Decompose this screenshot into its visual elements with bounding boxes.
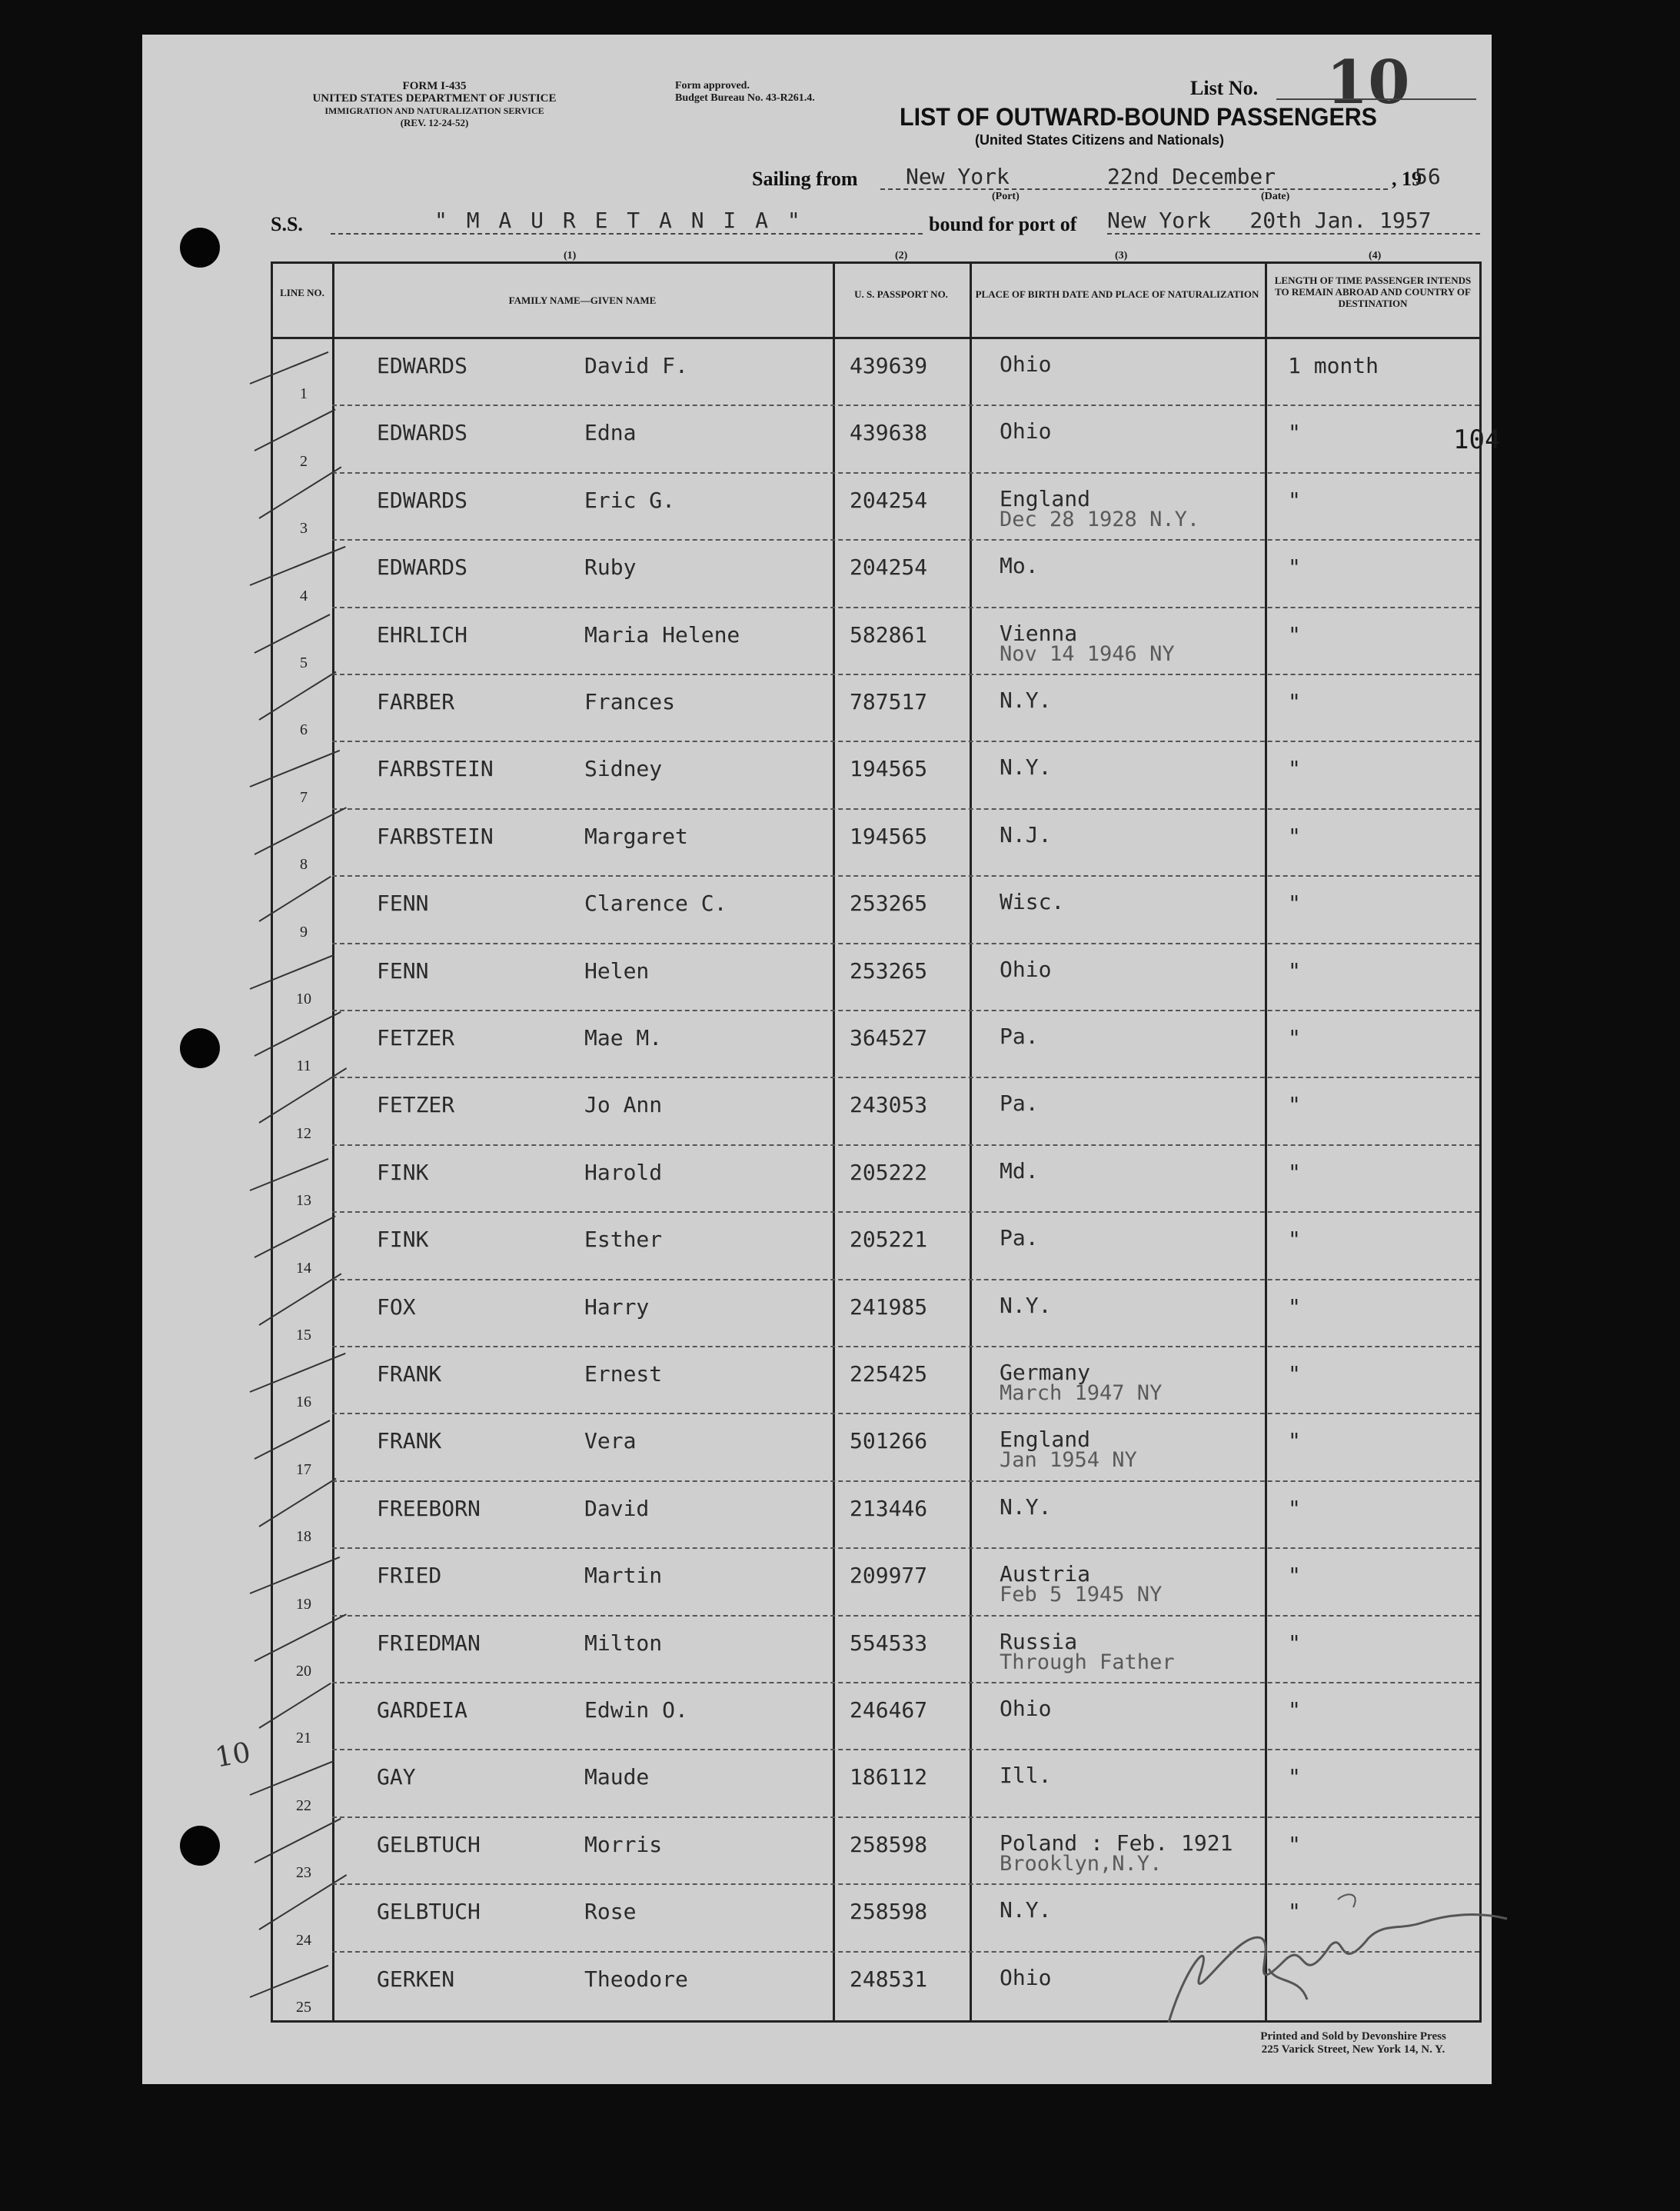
passport-number: 501266: [850, 1428, 928, 1454]
line-number: 13: [296, 1192, 311, 1210]
header-line-no: LINE NO.: [280, 287, 324, 298]
list-no-value: 10: [1326, 48, 1410, 118]
line-number: 22: [296, 1796, 311, 1814]
line-number: 10: [296, 990, 311, 1007]
length-of-stay: ": [1288, 1159, 1301, 1185]
place-of-birth: Ohio: [1000, 1696, 1052, 1721]
family-name: GELBTUCH: [377, 1831, 481, 1857]
table-row: [273, 944, 1479, 1011]
given-name: Jo Ann: [584, 1092, 663, 1118]
place-of-birth: N.Y.: [1000, 1897, 1052, 1923]
column-number-2: (2): [895, 250, 908, 261]
passport-number: 186112: [850, 1764, 928, 1790]
table-row: [273, 1549, 1479, 1616]
line-number: 21: [296, 1730, 311, 1747]
form-number: FORM I-435: [402, 80, 467, 92]
passport-number: 787517: [850, 689, 928, 714]
given-name: Edna: [584, 420, 637, 446]
bound-label: bound for port of: [929, 213, 1077, 235]
passport-number: 258598: [850, 1831, 928, 1857]
passport-number: 205221: [850, 1227, 928, 1253]
passport-number: 194565: [850, 756, 928, 782]
line-number: 4: [300, 587, 308, 604]
family-name: GELBTUCH: [377, 1899, 481, 1925]
place-of-birth: N.Y.: [1000, 688, 1052, 713]
naturalization-info: Feb 5 1945 NY: [1000, 1583, 1163, 1607]
family-name: GARDEIA: [377, 1697, 468, 1723]
signature-scribble: [1153, 1776, 1515, 2030]
naturalization-info: Jan 1954 NY: [1000, 1448, 1137, 1473]
naturalization-info: March 1947 NY: [1000, 1381, 1163, 1405]
given-name: Milton: [584, 1630, 663, 1656]
place-of-birth: Ill.: [1000, 1763, 1052, 1789]
form-approved-text: Form approved.: [675, 80, 750, 92]
length-of-stay: ": [1288, 1495, 1301, 1521]
place-of-birth: N.J.: [1000, 821, 1052, 847]
page-number-stamp: 104: [1453, 425, 1501, 455]
table-row: [273, 1414, 1479, 1481]
table-row: [273, 474, 1479, 541]
passport-number: 204254: [850, 487, 928, 513]
family-name: FARBSTEIN: [377, 756, 494, 782]
list-no-underline: [1276, 98, 1476, 100]
length-of-stay: ": [1288, 1025, 1301, 1051]
length-of-stay: ": [1288, 554, 1301, 581]
place-of-birth: Ohio: [1000, 351, 1052, 377]
passport-number: 253265: [850, 957, 928, 984]
sailing-year: 56: [1415, 164, 1441, 189]
family-name: FRANK: [377, 1361, 442, 1387]
given-name: Harold: [584, 1159, 663, 1185]
table-row: [273, 608, 1479, 675]
family-name: EDWARDS: [377, 554, 468, 581]
passport-number: 204254: [850, 554, 928, 581]
given-name: Frances: [584, 689, 676, 714]
length-of-stay: ": [1288, 1630, 1301, 1656]
table-row: [273, 742, 1479, 809]
table-row: [273, 1482, 1479, 1549]
line-number: 1: [300, 385, 308, 403]
given-name: David F.: [584, 353, 688, 378]
naturalization-info: Nov 14 1946 NY: [1000, 641, 1175, 666]
punch-hole: [180, 228, 220, 268]
length-of-stay: ": [1288, 1092, 1301, 1118]
family-name: EDWARDS: [377, 353, 468, 378]
form-header-agency: [254, 80, 615, 129]
ss-label: S.S.: [271, 213, 303, 235]
passport-number: 243053: [850, 1092, 928, 1118]
naturalization-info: Brooklyn,N.Y.: [1000, 1851, 1163, 1876]
punch-hole: [180, 1028, 220, 1068]
family-name: FINK: [377, 1159, 429, 1185]
length-of-stay: ": [1288, 891, 1301, 917]
sailing-port: New York: [906, 164, 1010, 189]
table-row: [273, 1347, 1479, 1414]
table-row: [273, 1213, 1479, 1280]
table-row: [273, 1146, 1479, 1213]
column-number-3: (3): [1115, 250, 1128, 261]
family-name: FRANK: [377, 1428, 442, 1454]
given-name: Martin: [584, 1563, 663, 1589]
given-name: Morris: [584, 1831, 663, 1857]
list-no-label: List No.: [1190, 77, 1259, 99]
family-name: FRIEDMAN: [377, 1630, 481, 1656]
given-name: David: [584, 1495, 650, 1521]
header-family-given-name: FAMILY NAME—GIVEN NAME: [508, 295, 657, 306]
budget-bureau-no: Budget Bureau No. 43-R261.4.: [675, 92, 815, 104]
printer-imprint: [1199, 2030, 1507, 2056]
given-name: Ruby: [584, 554, 637, 581]
table-row: [273, 1078, 1479, 1145]
line-number: 7: [300, 788, 308, 806]
place-of-birth: Austria: [1000, 1561, 1091, 1587]
family-name: GAY: [377, 1764, 416, 1790]
length-of-stay: ": [1288, 756, 1301, 782]
passport-number: 364527: [850, 1025, 928, 1051]
table-row: [273, 1617, 1479, 1683]
document-title: LIST OF OUTWARD-BOUND PASSENGERS: [900, 103, 1377, 131]
place-of-birth: Vienna: [1000, 620, 1078, 646]
family-name: EDWARDS: [377, 420, 468, 446]
passport-number: 241985: [850, 1294, 928, 1320]
passport-number: 246467: [850, 1697, 928, 1723]
given-name: Eric G.: [584, 487, 676, 513]
naturalization-info: Through Father: [1000, 1650, 1175, 1674]
family-name: FREEBORN: [377, 1495, 481, 1521]
place-of-birth: England: [1000, 485, 1091, 511]
passport-number: 205222: [850, 1159, 928, 1185]
length-of-stay: ": [1288, 957, 1301, 984]
passport-number: 248531: [850, 1966, 928, 1992]
place-of-birth: Germany: [1000, 1360, 1091, 1385]
given-name: Maude: [584, 1764, 650, 1790]
line-number: 16: [296, 1394, 311, 1411]
line-number: 20: [296, 1662, 311, 1680]
length-of-stay: ": [1288, 1764, 1301, 1790]
year-prefix: , 19: [1392, 168, 1422, 190]
passport-number: 582861: [850, 621, 928, 648]
place-of-birth: England: [1000, 1427, 1091, 1453]
line-number: 3: [300, 520, 308, 538]
sailing-underline: [880, 188, 1388, 190]
passport-number: 209977: [850, 1563, 928, 1589]
table-row: [273, 877, 1479, 944]
passport-number: 194565: [850, 823, 928, 849]
family-name: FETZER: [377, 1092, 455, 1118]
place-of-birth: Mo.: [1000, 553, 1039, 579]
length-of-stay: ": [1288, 1361, 1301, 1387]
header-length-of-stay: LENGTH OF TIME PASSENGER INTENDS TO REMAIN ABROAD AND COUNTRY OF DESTINATION: [1274, 275, 1472, 309]
given-name: Harry: [584, 1294, 650, 1320]
department-name: UNITED STATES DEPARTMENT OF JUSTICE: [312, 92, 557, 105]
line-number: 17: [296, 1460, 311, 1478]
form-approval: [675, 80, 815, 105]
table-row: [273, 406, 1479, 473]
place-of-birth: Pa.: [1000, 1024, 1039, 1049]
place-of-birth: N.Y.: [1000, 754, 1052, 781]
given-name: Rose: [584, 1899, 637, 1925]
printer-address: 225 Varick Street, New York 14, N. Y.: [1261, 2043, 1445, 2056]
given-name: Margaret: [584, 823, 688, 849]
column-number-1: (1): [564, 250, 577, 261]
line-number: 19: [296, 1595, 311, 1613]
header-birth-naturalization: PLACE OF BIRTH DATE AND PLACE OF NATURALIZATION: [975, 288, 1259, 300]
line-number: 24: [296, 1931, 311, 1949]
table-row: [273, 810, 1479, 877]
length-of-stay: ": [1288, 823, 1301, 849]
given-name: Theodore: [584, 1966, 688, 1992]
passport-number: 213446: [850, 1495, 928, 1521]
line-number: 14: [296, 1259, 311, 1277]
table-row: [273, 1280, 1479, 1347]
passport-number: 253265: [850, 891, 928, 917]
family-name: FRIED: [377, 1563, 442, 1589]
passport-number: 258598: [850, 1899, 928, 1925]
date-caption: (Date): [1261, 191, 1290, 202]
family-name: FETZER: [377, 1025, 455, 1051]
family-name: FARBER: [377, 689, 455, 714]
passport-number: 439639: [850, 353, 928, 378]
place-of-birth: Ohio: [1000, 956, 1052, 982]
line-number: 11: [296, 1057, 311, 1075]
place-of-birth: Pa.: [1000, 1091, 1039, 1117]
table-row: [273, 675, 1479, 742]
line-number: 15: [296, 1326, 311, 1344]
revision-date: (REV. 12-24-52): [400, 117, 469, 128]
given-name: Sidney: [584, 756, 663, 782]
line-number: 6: [300, 721, 308, 739]
sailing-from-label: Sailing from: [752, 168, 858, 190]
length-of-stay: ": [1288, 689, 1301, 714]
given-name: Esther: [584, 1227, 663, 1253]
table-row: [273, 541, 1479, 608]
given-name: Vera: [584, 1428, 637, 1454]
ship-underline: [331, 233, 923, 235]
table-row: [273, 339, 1479, 406]
given-name: Mae M.: [584, 1025, 663, 1051]
line-number: 23: [296, 1864, 311, 1882]
punch-hole: [180, 1826, 220, 1866]
family-name: FARBSTEIN: [377, 823, 494, 849]
place-of-birth: Ohio: [1000, 418, 1052, 445]
given-name: Clarence C.: [584, 891, 727, 917]
length-of-stay: ": [1288, 1831, 1301, 1857]
header-passport-no: U. S. PASSPORT NO.: [854, 288, 948, 300]
margin-note: 10: [212, 1737, 254, 1774]
length-of-stay: 1 month: [1288, 353, 1379, 378]
bound-underline: [1107, 233, 1480, 235]
line-number: 5: [300, 654, 308, 671]
length-of-stay: ": [1288, 1428, 1301, 1454]
port-caption: (Port): [992, 191, 1020, 202]
table-body: [273, 339, 1479, 2020]
length-of-stay: ": [1288, 1294, 1301, 1320]
passport-number: 554533: [850, 1630, 928, 1656]
table-row: [273, 1011, 1479, 1078]
given-name: Maria Helene: [584, 621, 740, 648]
service-name: IMMIGRATION AND NATURALIZATION SERVICE: [324, 105, 544, 116]
length-of-stay: ": [1288, 1227, 1301, 1253]
length-of-stay: ": [1288, 1563, 1301, 1589]
place-of-birth: Ohio: [1000, 1964, 1052, 1990]
place-of-birth: Poland : Feb. 1921: [1000, 1830, 1233, 1856]
given-name: Helen: [584, 957, 650, 984]
length-of-stay: ": [1288, 487, 1301, 513]
place-of-birth: Wisc.: [1000, 889, 1065, 915]
column-number-4: (4): [1369, 250, 1382, 261]
family-name: FINK: [377, 1227, 429, 1253]
length-of-stay: ": [1288, 1899, 1301, 1925]
family-name: GERKEN: [377, 1966, 455, 1992]
place-of-birth: Russia: [1000, 1628, 1078, 1654]
family-name: EDWARDS: [377, 487, 468, 513]
passport-number: 439638: [850, 420, 928, 446]
table-row: [273, 1683, 1479, 1750]
given-name: Ernest: [584, 1361, 663, 1387]
length-of-stay: ": [1288, 420, 1301, 446]
printer-name: Printed and Sold by Devonshire Press: [1260, 2030, 1446, 2043]
naturalization-info: Dec 28 1928 N.Y.: [1000, 507, 1200, 531]
length-of-stay: ": [1288, 621, 1301, 648]
place-of-birth: N.Y.: [1000, 1493, 1052, 1520]
given-name: Edwin O.: [584, 1697, 688, 1723]
ship-name: " M A U R E T A N I A ": [434, 208, 803, 233]
family-name: FENN: [377, 891, 429, 917]
place-of-birth: Md.: [1000, 1157, 1039, 1184]
line-number: 9: [300, 923, 308, 941]
length-of-stay: ": [1288, 1697, 1301, 1723]
line-number: 8: [300, 856, 308, 874]
sailing-date: 22nd December: [1107, 164, 1276, 189]
place-of-birth: Pa.: [1000, 1225, 1039, 1251]
document-subtitle: (United States Citizens and Nationals): [975, 132, 1225, 148]
family-name: FENN: [377, 957, 429, 984]
bound-destination: New York 20th Jan. 1957: [1107, 208, 1432, 233]
line-number: 12: [296, 1124, 311, 1142]
family-name: FOX: [377, 1294, 416, 1320]
passenger-table: [271, 261, 1482, 2023]
place-of-birth: N.Y.: [1000, 1292, 1052, 1318]
line-number: 18: [296, 1528, 311, 1546]
passport-number: 225425: [850, 1361, 928, 1387]
line-number: 2: [300, 452, 308, 470]
line-number: 25: [296, 1998, 311, 2016]
family-name: EHRLICH: [377, 621, 468, 648]
